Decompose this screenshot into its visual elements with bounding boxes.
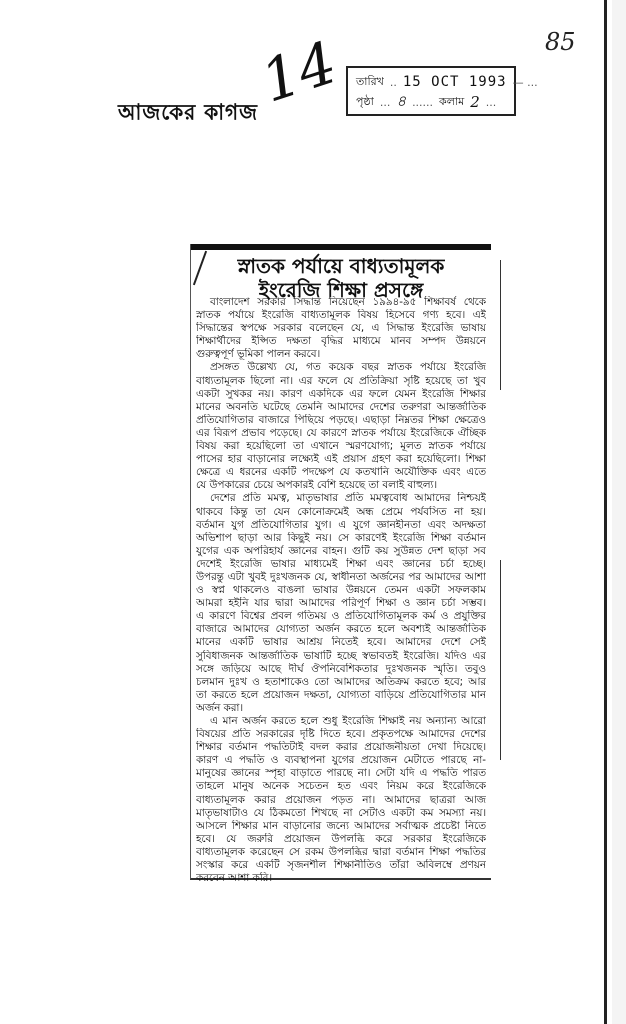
- date-value: 15 OCT 1993: [402, 74, 507, 90]
- handwritten-page-number: 85: [545, 28, 576, 56]
- article-line: পাসের হার বাড়ানোর লক্ষ্যেই এই প্রয়াস গ্রহণ করা হয়েছিলো। শিক্ষা: [196, 453, 486, 466]
- article-line: চলমান দুঃখ ও হতাশাকেও তো আমাদের অতিক্রম করতে হবে; আর: [196, 675, 486, 688]
- article-line: বাধ্যতামূলক করার প্রয়োজন পড়ত না। আমাদের ছাত্ররা আজ: [196, 793, 486, 806]
- article-line: এ কারণে বিশ্বের প্রবল গতিময় ও প্রতিযোগিতামূলক কর্ম ও প্রযুক্তির: [196, 610, 486, 623]
- article-line: যে উপকারের চেয়ে অপকারই বেশি হয়েছে তা বলাই বাহুল্য।: [196, 479, 438, 492]
- article-line: শিক্ষার্থীদের ইপ্সিত দক্ষতা বৃদ্ধির মাধ্যমে মানব সম্পদ উন্নয়নে: [196, 335, 486, 348]
- article-line: উপরন্তু এটা খুবই দুঃখজনক যে, স্বাধীনতা অর্জনের পর আমাদের আশা: [196, 570, 486, 583]
- article-line: বাধ্যতামূলক করেছেন সে রকম উপলব্ধির দ্বারা বর্তমান শিক্ষা পদ্ধতির: [196, 845, 486, 858]
- clipping-top-rule: [191, 244, 491, 250]
- article-line: বিষয়ের প্রতি সরকারের দৃষ্টি দিতে হবে। প্রকৃতপক্ষে আমাদের দেশের: [196, 728, 486, 741]
- page-label: পৃষ্ঠা: [356, 94, 374, 108]
- page-value: ৪: [396, 91, 407, 110]
- article-line: প্রতিযোগিতার বাজারে পিছিয়ে পড়ছে। এছাড়া নিম্নতর শিক্ষা ক্ষেত্রেও: [196, 413, 486, 426]
- page-edge-line: [604, 0, 607, 1024]
- article-line: এর বিরূপ প্রভাব পড়েছে। যে কারণে স্নাতক পর্যায়ে ইংরেজিকে ঐচ্ছিক: [196, 426, 486, 439]
- article-line: বর্তমান যুগ প্রতিযোগিতার যুগ। এ যুগে জ্ঞানহীনতা এবং অদক্ষতা: [196, 518, 486, 531]
- article-line: ক্ষেত্রে এ ধরনের একটি পদক্ষেপ যে কতখানি অযৌক্তিক এবং এতে: [196, 466, 486, 479]
- article-line: মানুষের জ্ঞানের স্পৃহা বাড়াতে পারছে না। সেটা যদি এ পদ্ধতি পারত: [196, 767, 486, 780]
- margin-line: [500, 560, 501, 760]
- article-line: অভিশাপ ছাড়া আর কিছুই নয়। সে কারণেই ইংরেজি শিক্ষা বর্তমান: [196, 531, 486, 544]
- article-line: এ মান অর্জন করতে হলে শুধু ইংরেজি শিক্ষাই নয় অন্যান্য আরো: [210, 715, 486, 727]
- article-line: দেশের প্রতি মমত্ব, মাতৃভাষার প্রতি মমত্ববোধ আমাদের নিশ্চয়ই: [210, 492, 486, 505]
- article-line: মানের একটি ভাষার আশ্রয় নিতেই হবে। আমাদের দেশে সেই: [196, 636, 486, 649]
- article-line: আমরা হইনি যার দ্বারা আমাদের পরিপূর্ণ শিক্ষা ও জ্ঞান চর্চা সম্ভব।: [196, 597, 486, 610]
- article-line: হবে। যে জরুরি প্রয়োজন উপলব্ধি করে সরকার ইংরেজিকে: [196, 832, 486, 845]
- article-line: গুরুত্বপূর্ণ ভূমিকা পালন করবে।: [196, 348, 321, 361]
- article-line: প্রসঙ্গত উল্লেখ্য যে, গত কয়েক বছর স্নাতক পর্যায়ে ইংরেজি: [210, 361, 486, 374]
- article-line: শিক্ষার বর্তমান পদ্ধতিটাই বদল করার প্রয়োজনীয়তা দেখা দিয়েছে।: [196, 741, 486, 754]
- article-line: মানের অবনতি ঘটেছে তেমনি আমাদের দেশের তরুণরা আন্তর্জাতিক: [196, 400, 486, 413]
- article-line: বাজারে আমাদের যোগ্যতা অর্জন করতে হলে অবশ্যই আন্তর্জাতিক: [196, 623, 486, 636]
- handwritten-number: 14: [253, 28, 345, 116]
- title-line-2: ইংরেজি শিক্ষা প্রসঙ্গে: [258, 278, 424, 302]
- article-line: সুবিধাজনক আন্তর্জাতিক ভাষাটি হচ্ছে স্বভাবতই ইংরেজি। যদিও এর: [196, 649, 486, 662]
- date-label: তারিখ: [356, 74, 384, 88]
- article-line: কারণ এ পদ্ধতি ও ব্যবস্থাপনা যুগের প্রয়োজন মেটাতে পারছে না-: [196, 754, 486, 767]
- article-line: একটা সুখকর নয়। কারণ একদিকে এর ফলে যেমন ইংরেজি শিক্ষার: [196, 387, 486, 400]
- article-line: ও স্বপ্ন থাকলেও বাঙলা ভাষার উন্নয়নে তেমন একটা সফলকাম: [196, 584, 486, 597]
- article-line: দেশেই ইংরেজি ভাষার মাধ্যমেই শিক্ষা এবং জ্ঞানের চর্চা হচ্ছে।: [196, 557, 486, 570]
- title-line-1: স্নাতক পর্যায়ে বাধ্যতামূলক: [237, 254, 445, 278]
- newspaper-masthead: আজকের কাগজ: [118, 98, 259, 125]
- article-line: তা করতে হলে প্রয়োজন দক্ষতা, যোগ্যতা বাড়িয়ে প্রতিযোগিতার মান: [196, 688, 486, 701]
- article-line: সঙ্গে জড়িয়ে আছে দীর্ঘ ঔপনিবেশিকতার দুঃখজনক স্মৃতি। তবুও: [196, 662, 486, 675]
- article-line: মাতৃভাষাটাও যে ঠিকমতো শিখছে না সেটাও একটা কম সমস্যা নয়।: [196, 806, 486, 819]
- article-line: অর্জন করা।: [196, 701, 244, 714]
- article-title: [191, 254, 491, 302]
- article-line: বাংলাদেশ সরকার সিদ্ধান্ত নিয়েছেন ১৯৯৪-৯৫ শিক্ষাবর্ষ থেকে: [210, 296, 486, 308]
- column-value: 2: [470, 93, 480, 111]
- newspaper-clipping: [190, 244, 491, 885]
- article-line: যুগের এক অপরিহার্য জ্ঞানের বাহন। গুটি কয় সুউন্নত দেশ ছাড়া সব: [196, 544, 486, 557]
- date-stamp: তারিখ .. 15 OCT 1993 — ... পৃষ্ঠা ... ৪ ...... কলাম 2 ...: [346, 66, 516, 116]
- article-body: [196, 296, 486, 885]
- article-line: স্নাতক পর্যায়ে ইংরেজি বাধ্যতামূলক বিষয় হিসেবে গণ্য হবে। এই: [196, 309, 486, 322]
- article-line: করবেন আশা করি।: [196, 872, 273, 885]
- column-label: কলাম: [439, 94, 465, 108]
- article-line: আসলে শিক্ষার মান বাড়ানোর জন্যে আমাদের সর্বাত্মক প্রচেষ্টা নিতে: [196, 819, 486, 832]
- margin-line: [500, 260, 501, 390]
- article-line: থাকবে কিন্তু তা যেন কোনোক্রমেই অন্ধ প্রেমে পর্যবসিত না হয়।: [196, 505, 486, 518]
- article-line: বিষয় করা হয়েছিলো তা এখানে স্মরণযোগ্য; মূলত স্নাতক পর্যায়ে: [196, 440, 486, 453]
- article-line: তাহলে মানুষ অনেক সচেতন হত এবং নিয়ম করে ইংরেজিকে: [196, 780, 486, 793]
- article-line: সিদ্ধান্তের স্বপক্ষে সরকার বলেছেন যে, এ সিদ্ধান্ত ইংরেজি ভাষায়: [196, 322, 486, 335]
- article-line: সংস্কার করে একটি সৃজনশীল শিক্ষানীতিও তাঁরা অবিলম্বে প্রণয়ন: [196, 859, 486, 872]
- article-line: বাধ্যতামূলক ছিলো না। এর ফলে যে প্রতিক্রিয়া সৃষ্টি হয়েছে তা খুব: [196, 374, 486, 387]
- page-edge-shadow: [612, 0, 626, 1024]
